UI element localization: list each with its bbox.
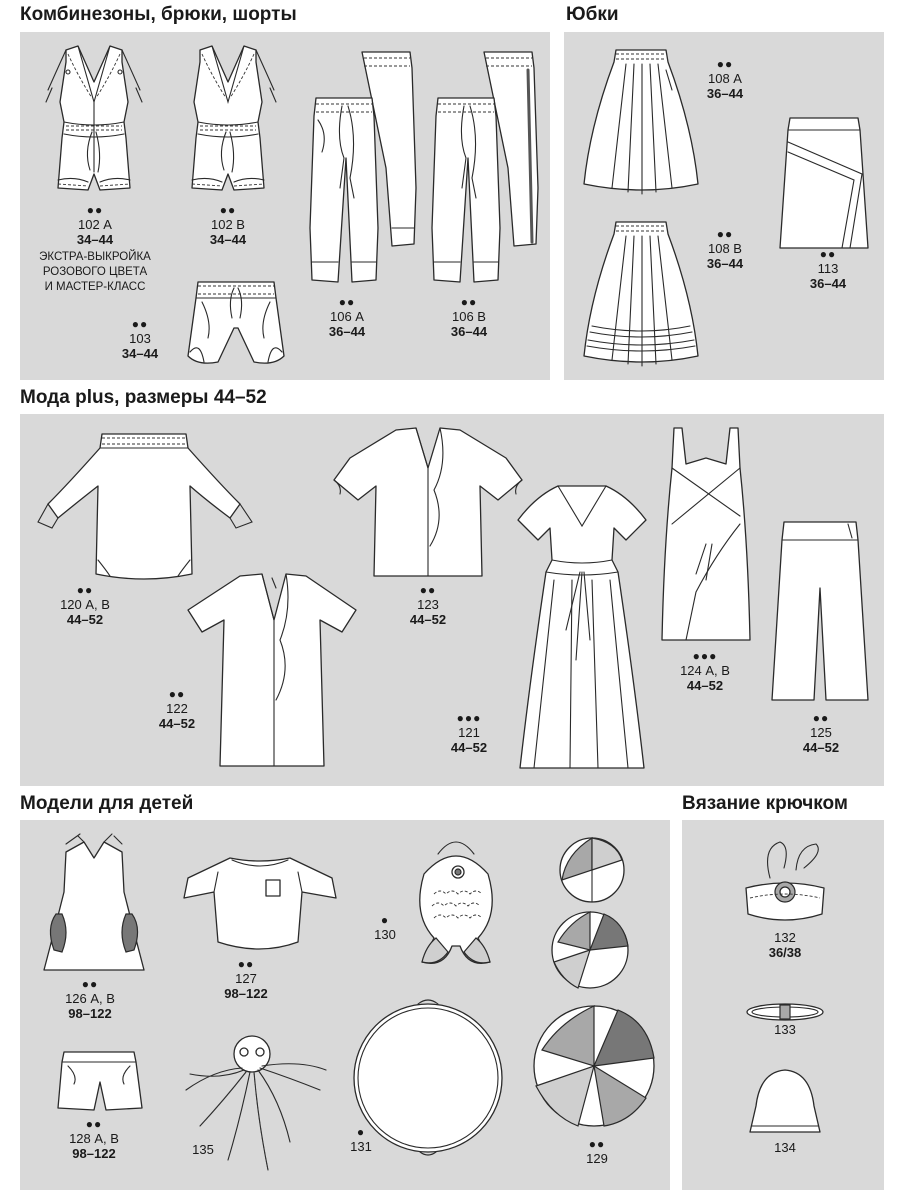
size-range: 44–52	[802, 740, 840, 755]
label-131	[316, 1126, 406, 1154]
size-range: 44–52	[158, 716, 196, 731]
difficulty-dots: ●●	[338, 295, 356, 309]
model-number: 106 В	[452, 309, 486, 324]
difficulty-dots: ●●●	[456, 711, 482, 725]
model-number: 134	[774, 1140, 796, 1155]
difficulty-dots: ●●	[237, 957, 255, 971]
section-heading-plus: Мода plus, размеры 44–52	[20, 387, 267, 408]
extra-pattern-note	[20, 250, 170, 295]
model-number: 129	[586, 1151, 608, 1166]
size-range: 36–44	[450, 324, 488, 339]
difficulty-dots: ●●	[812, 711, 830, 725]
model-number: 120 А, В	[60, 597, 110, 612]
model-number: 131	[350, 1139, 372, 1154]
sketch-trousers-106a[interactable]	[302, 48, 420, 288]
model-number: 108 В	[708, 241, 742, 256]
model-number: 113	[817, 261, 839, 276]
difficulty-dots: ●●	[76, 583, 94, 597]
sketch-jumpsuit-102b[interactable]	[172, 42, 284, 200]
sketch-octopus-135[interactable]	[180, 1030, 330, 1180]
difficulty-dots: ●●	[419, 583, 437, 597]
model-number: 130	[374, 927, 396, 942]
label-133	[740, 1022, 830, 1037]
label-121	[424, 712, 514, 755]
difficulty-dots: ●●	[460, 295, 478, 309]
sketch-shorts-128[interactable]	[54, 1050, 144, 1114]
difficulty-dots: ●	[356, 1125, 366, 1139]
size-range: 44–52	[450, 740, 488, 755]
model-number: 103	[129, 331, 151, 346]
sketch-blouse-120[interactable]	[30, 424, 258, 580]
label-106b	[424, 296, 514, 339]
label-102a	[50, 204, 140, 247]
model-number: 126 А, В	[65, 991, 115, 1006]
difficulty-dots: ●●	[81, 977, 99, 991]
label-106a	[302, 296, 392, 339]
label-113	[783, 248, 873, 291]
section-heading-crochet: Вязание крючком	[682, 793, 848, 814]
sketch-crochet-belt-133[interactable]	[744, 1000, 826, 1024]
size-range: 44–52	[686, 678, 724, 693]
difficulty-dots: ●●	[716, 227, 734, 241]
size-range: 98–122	[224, 986, 268, 1001]
sketch-crochet-top-132[interactable]	[740, 838, 830, 928]
note-line: ЭКСТРА-ВЫКРОЙКА	[39, 251, 151, 263]
label-132	[740, 930, 830, 960]
label-102b	[183, 204, 273, 247]
size-range: 44–52	[409, 612, 447, 627]
sketch-maxi-dress-121[interactable]	[514, 480, 650, 776]
difficulty-dots: ●●	[168, 687, 186, 701]
sketch-dress-124[interactable]	[656, 424, 756, 646]
label-128	[49, 1118, 139, 1161]
difficulty-dots: ●●	[819, 247, 837, 261]
label-129	[552, 1138, 642, 1166]
label-123	[383, 584, 473, 627]
model-number: 135	[192, 1142, 214, 1157]
model-number: 102 А	[78, 217, 112, 232]
size-range: 36/38	[768, 945, 802, 960]
section-heading-overalls: Комбинезоны, брюки, шорты	[20, 4, 297, 25]
size-range: 36–44	[706, 86, 744, 101]
label-120	[40, 584, 130, 627]
sketch-blouse-123[interactable]	[330, 424, 526, 580]
sketch-top-127[interactable]	[180, 852, 340, 956]
size-range: 34–44	[209, 232, 247, 247]
size-range: 36–44	[328, 324, 366, 339]
size-range: 44–52	[66, 612, 104, 627]
size-range: 98–122	[72, 1146, 116, 1161]
label-122	[132, 688, 222, 731]
label-103	[95, 318, 185, 361]
model-number: 127	[235, 971, 257, 986]
sketch-ball-small[interactable]	[556, 834, 628, 906]
model-number: 133	[774, 1022, 796, 1037]
size-range: 34–44	[121, 346, 159, 361]
section-heading-kids: Модели для детей	[20, 793, 194, 814]
sketch-sundress-126[interactable]	[36, 832, 152, 976]
model-number: 108 А	[708, 71, 742, 86]
label-130	[340, 914, 430, 942]
sketch-skirt-113[interactable]	[776, 112, 872, 252]
sketch-dress-122[interactable]	[180, 570, 366, 780]
note-line: РОЗОВОГО ЦВЕТА	[42, 266, 148, 278]
model-number: 128 А, В	[69, 1131, 119, 1146]
label-108b	[680, 228, 770, 271]
model-number: 123	[417, 597, 439, 612]
note-line: И МАСТЕР-КЛАСС	[44, 281, 146, 293]
model-number: 124 А, В	[680, 663, 730, 678]
sketch-jumpsuit-102a[interactable]	[38, 42, 150, 200]
sketch-trousers-125[interactable]	[768, 518, 872, 704]
model-number: 102 В	[211, 217, 245, 232]
size-range: 36–44	[706, 256, 744, 271]
sketch-shorts-103[interactable]	[180, 278, 292, 370]
sketch-trousers-106b[interactable]	[424, 48, 542, 288]
section-heading-skirts: Юбки	[566, 4, 619, 25]
label-125	[776, 712, 866, 755]
label-127	[201, 958, 291, 1001]
model-number: 106 А	[330, 309, 364, 324]
size-range: 98–122	[68, 1006, 112, 1021]
sketch-crochet-hat-134[interactable]	[744, 1066, 826, 1138]
difficulty-dots: ●●●	[692, 649, 718, 663]
label-124	[660, 650, 750, 693]
sketch-fish-bag-130[interactable]	[408, 834, 504, 974]
size-range: 34–44	[76, 232, 114, 247]
difficulty-dots: ●●	[86, 203, 104, 217]
label-134	[740, 1140, 830, 1155]
label-135	[158, 1142, 248, 1157]
difficulty-dots: ●	[380, 913, 390, 927]
size-range: 36–44	[809, 276, 847, 291]
difficulty-dots: ●●	[588, 1137, 606, 1151]
model-number: 122	[166, 701, 188, 716]
difficulty-dots: ●●	[131, 317, 149, 331]
sketch-ball-medium[interactable]	[548, 908, 632, 992]
difficulty-dots: ●●	[219, 203, 237, 217]
model-number: 121	[458, 725, 480, 740]
difficulty-dots: ●●	[85, 1117, 103, 1131]
sketch-ball-large[interactable]	[530, 1002, 658, 1130]
model-number: 125	[810, 725, 832, 740]
label-126	[45, 978, 135, 1021]
label-108a	[680, 58, 770, 101]
difficulty-dots: ●●	[716, 57, 734, 71]
model-number: 132	[774, 930, 796, 945]
